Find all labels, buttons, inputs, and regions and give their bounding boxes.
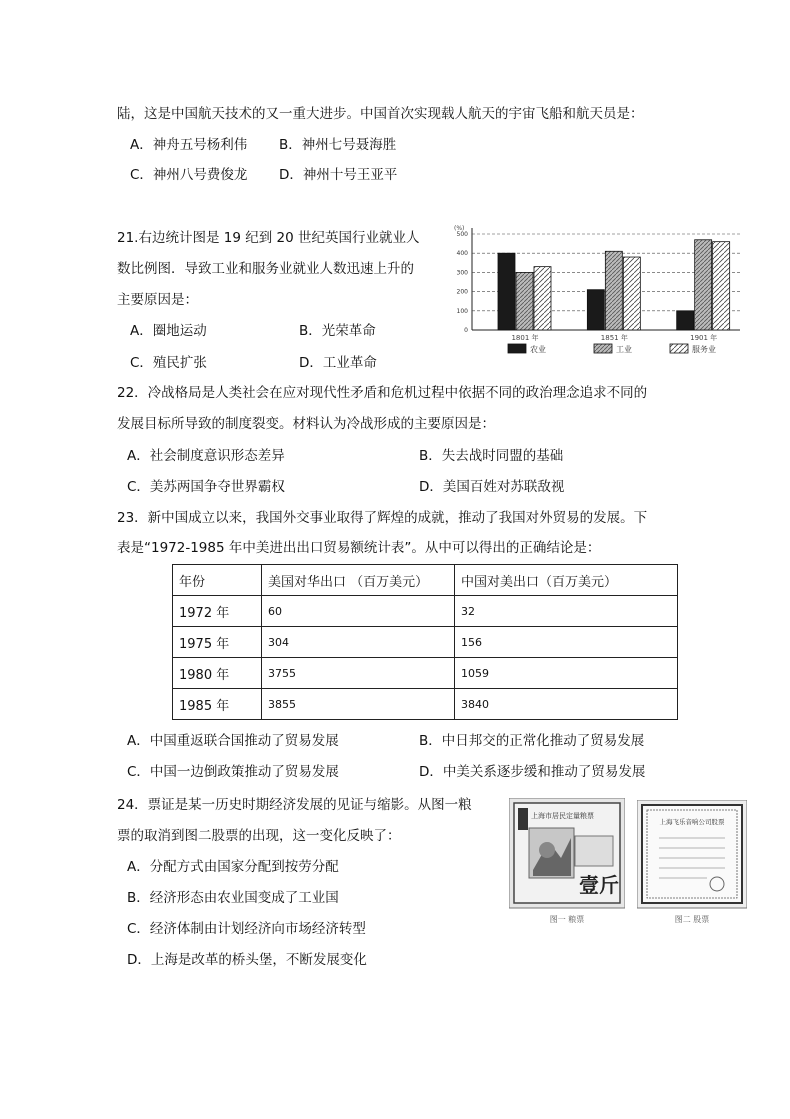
- legend-label: 农业: [530, 345, 546, 354]
- legend-label: 工业: [616, 345, 632, 354]
- bar-服务业-1901 年: [713, 242, 730, 330]
- q21-line-2: 数比例图．导致工业和服务业就业人数迅速上升的: [117, 261, 414, 277]
- table-cell: 60: [262, 596, 455, 627]
- bar-农业-1901 年: [677, 311, 694, 330]
- table-cell: 1059: [455, 658, 678, 689]
- bar-农业-1801 年: [498, 253, 515, 330]
- table-header: 年份: [173, 565, 262, 596]
- trade-table: [172, 564, 678, 720]
- table-cell: 1972 年: [173, 596, 262, 627]
- q24-line-1: 24．票证是某一历史时期经济发展的见证与缩影。从图一粮: [117, 797, 472, 813]
- y-tick-label: 200: [456, 288, 468, 296]
- table-cell: 1985 年: [173, 689, 262, 720]
- intro-line: 陆，这是中国航天技术的又一重大进步。中国首次实现载人航天的宇宙飞船和航天员是：: [117, 106, 644, 122]
- table-cell: 3755: [262, 658, 455, 689]
- q24-option-d: D．上海是改革的桥头堡，不断发展变化: [127, 952, 367, 968]
- bar-服务业-1801 年: [534, 267, 551, 330]
- legend-label: 服务业: [692, 345, 716, 354]
- q23-option-c: C．中国一边倒政策推动了贸易发展: [127, 764, 339, 780]
- table-row: [173, 627, 678, 658]
- figure1-caption: 图一 粮票: [549, 915, 585, 924]
- table-header-row: [173, 565, 678, 596]
- y-tick-label: 100: [456, 307, 468, 315]
- grain-coupon-value: 壹斤: [579, 873, 619, 897]
- table-cell: 3855: [262, 689, 455, 720]
- y-tick-label: 500: [456, 231, 468, 238]
- q21-option-d: D．工业革命: [299, 355, 377, 371]
- q22-option-d: D．美国百姓对苏联敌视: [419, 479, 565, 495]
- bar-工业-1801 年: [516, 272, 533, 330]
- table-header: 美国对华出口 （百万美元）: [262, 565, 455, 596]
- table-row: [173, 689, 678, 720]
- y-axis-label: (%): [454, 225, 465, 232]
- q23-option-a: A．中国重返联合国推动了贸易发展: [127, 733, 339, 749]
- q22-line-1: 22．冷战格局是人类社会在应对现代性矛盾和危机过程中依据不同的政治理念追求不同的: [117, 385, 648, 401]
- grain-coupon-image: [509, 798, 625, 926]
- table-row: [173, 596, 678, 627]
- q20-option-a: A．神舟五号杨利伟: [130, 137, 248, 153]
- x-tick-label: 1901 年: [690, 334, 718, 342]
- q24-line-2: 票的取消到图二股票的出现，这一变化反映了：: [117, 828, 401, 844]
- legend-swatch-工业: [594, 344, 612, 353]
- q21-option-b: B．光荣革命: [299, 323, 376, 339]
- legend-swatch-服务业: [670, 344, 688, 353]
- q23-line-2: 表是“1972-1985 年中美进出出口贸易额统计表”。从中可以得出的正确结论是：: [117, 540, 601, 556]
- table-cell: 3840: [455, 689, 678, 720]
- q21-line-1: 21.右边统计图是 19 纪到 20 世纪英国行业就业人: [117, 230, 420, 246]
- stock-title: 上海飞乐音响公司股票: [659, 818, 725, 826]
- q21-line-3: 主要原因是：: [117, 292, 198, 308]
- x-tick-label: 1801 年: [511, 334, 539, 342]
- q20-option-d: D．神州十号王亚平: [279, 167, 398, 183]
- q23-line-1: 23．新中国成立以来，我国外交事业取得了辉煌的成就，推动了我国对外贸易的发展。下: [117, 510, 648, 526]
- x-tick-label: 1851 年: [600, 334, 628, 342]
- q22-option-a: A．社会制度意识形态差异: [127, 448, 285, 464]
- q22-option-c: C．美苏两国争夺世界霸权: [127, 479, 285, 495]
- table-header: 中国对美出口（百万美元）: [455, 565, 678, 596]
- q22-option-b: B．失去战时同盟的基础: [419, 448, 564, 464]
- bar-工业-1901 年: [695, 240, 712, 330]
- q23-option-d: D．中美关系逐步缓和推动了贸易发展: [419, 764, 646, 780]
- q24-option-b: B．经济形态由农业国变成了工业国: [127, 890, 339, 906]
- bar-农业-1851 年: [587, 290, 604, 330]
- figure2-caption: 图二 股票: [674, 915, 710, 924]
- q24-option-a: A．分配方式由国家分配到按劳分配: [127, 859, 339, 875]
- q24-option-c: C．经济体制由计划经济向市场经济转型: [127, 921, 366, 937]
- q20-option-b: B．神州七号聂海胜: [279, 137, 397, 153]
- q22-line-2: 发展目标所导致的制度裂变。材料认为冷战形成的主要原因是：: [117, 416, 495, 432]
- employment-bar-chart: [444, 218, 744, 362]
- q20-option-c: C．神州八号费俊龙: [130, 167, 248, 183]
- stock-certificate-image: [637, 800, 747, 926]
- table-cell: 1980 年: [173, 658, 262, 689]
- bar-工业-1851 年: [605, 251, 622, 330]
- y-tick-label: 400: [456, 250, 468, 258]
- y-tick-label: 0: [464, 327, 468, 334]
- table-cell: 32: [455, 596, 678, 627]
- q21-option-a: A．圈地运动: [130, 323, 207, 339]
- table-row: [173, 658, 678, 689]
- table-cell: 304: [262, 627, 455, 658]
- y-tick-label: 300: [456, 269, 468, 277]
- bar-服务业-1851 年: [623, 257, 640, 330]
- legend-swatch-农业: [508, 344, 526, 353]
- q21-option-c: C．殖民扩张: [130, 355, 207, 371]
- q23-option-b: B．中日邦交的正常化推动了贸易发展: [419, 733, 645, 749]
- table-cell: 1975 年: [173, 627, 262, 658]
- table-cell: 156: [455, 627, 678, 658]
- grain-coupon-title: 上海市居民定量粮票: [531, 812, 594, 820]
